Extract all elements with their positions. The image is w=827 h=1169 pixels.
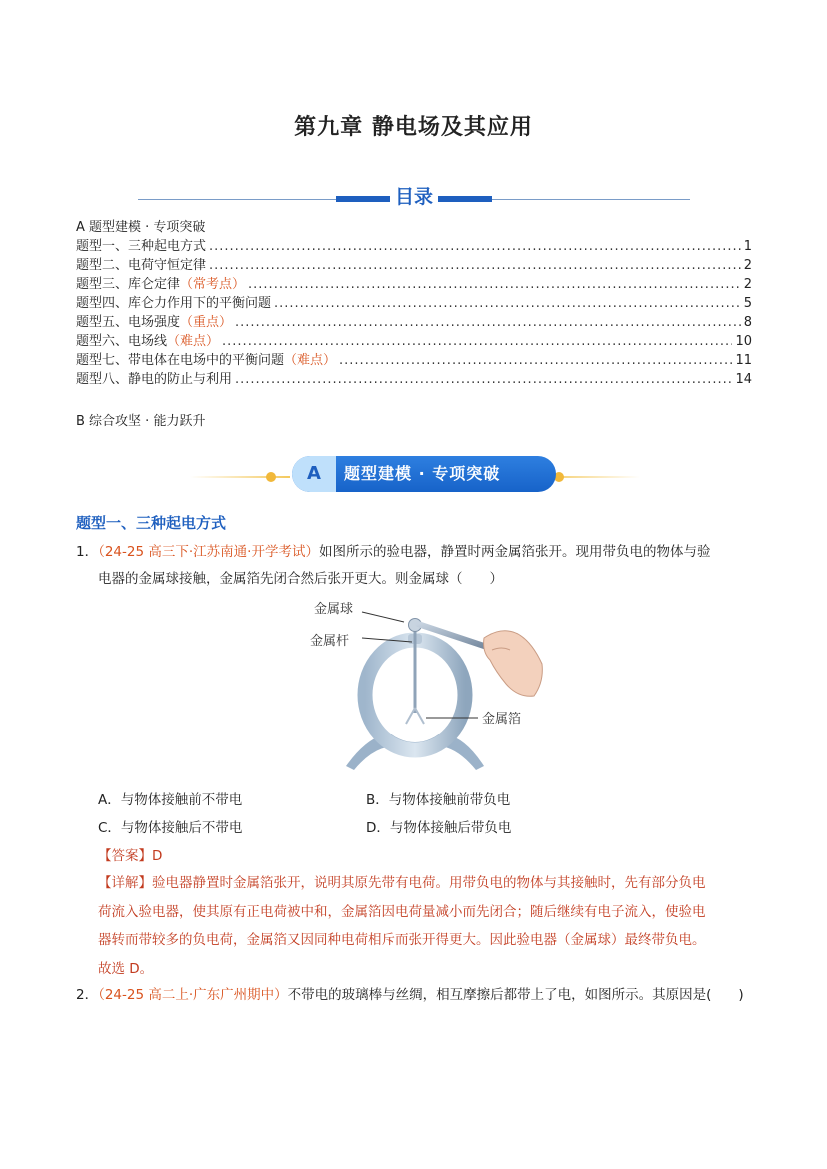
- toc-leader: [339, 351, 732, 370]
- toc-entry-label: 题型一、三种起电方式: [76, 239, 207, 254]
- toc-entry-page: 2: [743, 277, 752, 292]
- toc-entry[interactable]: [76, 332, 752, 351]
- toc-entry-page: 5: [743, 296, 752, 311]
- question-number: 2．: [76, 987, 99, 1003]
- question-2: [76, 982, 752, 1009]
- toc-leader: [222, 332, 732, 351]
- toc-entry-tag: （重点）: [180, 315, 233, 330]
- toc-entry-label: 题型三、库仑定律: [76, 277, 181, 292]
- section-banner: [190, 452, 640, 498]
- toc-entry[interactable]: [76, 256, 752, 275]
- label-metal-ball: 金属球: [314, 602, 354, 617]
- banner-text: 题型建模 · 专项突破: [344, 464, 501, 483]
- option-a[interactable]: A．与物体接触前不带电: [98, 792, 243, 808]
- question-text: 如图所示的验电器，静置时两金属箔张开。现用带负电的物体与验: [318, 544, 711, 560]
- banner-pill: [292, 456, 556, 492]
- toc-bar-left: [336, 196, 390, 202]
- page-title: 第九章 静电场及其应用: [294, 115, 533, 140]
- toc-entry[interactable]: [76, 275, 752, 294]
- explanation-line: 【详解】验电器静置时金属箔张开，说明其原先带有电荷。用带负电的物体与其接触时，先有部分负电: [98, 875, 706, 891]
- toc-leader: [248, 275, 741, 294]
- option-c[interactable]: C．与物体接触后不带电: [98, 820, 243, 836]
- toc-entry-page: 10: [735, 334, 752, 349]
- toc-entry[interactable]: [76, 351, 752, 370]
- electroscope-figure: [306, 598, 548, 782]
- toc-leader: [209, 237, 741, 256]
- explanation-line: 故选 D。: [98, 960, 154, 977]
- toc-entry-label: 题型八、静电的防止与利用: [76, 372, 233, 387]
- option-b[interactable]: B．与物体接触前带负电: [366, 792, 511, 808]
- toc-entry-tag: （难点）: [167, 334, 220, 349]
- toc-entry-label: 题型七、带电体在电场中的平衡问题: [76, 353, 285, 368]
- explanation-line: 荷流入验电器，使其原有正电荷被中和，金属箔因电荷量减小而先闭合；随后继续有电子流入，使验电: [98, 903, 706, 920]
- toc-entry-page: 8: [743, 315, 752, 330]
- toc-entry-page: 2: [743, 258, 752, 273]
- banner-dot-left: [266, 472, 276, 482]
- toc-entry-label: 题型五、电场强度: [76, 315, 181, 330]
- answer-label: 【答案】D: [98, 848, 163, 864]
- question-1: [76, 539, 752, 593]
- question-source: （24-25 高三下·江苏南通·开学考试）: [98, 544, 319, 560]
- explanation-line: 器转而带较多的负电荷，金属箔又因同种电荷相斥而张开得更大。因此验电器（金属球）最终带负电。: [98, 932, 706, 948]
- toc-entry[interactable]: [76, 370, 752, 389]
- toc-entry-page: 11: [735, 353, 752, 368]
- toc-section-b: B 综合攻坚 · 能力跃升: [76, 414, 206, 429]
- toc-entry-label: 题型六、电场线: [76, 334, 168, 349]
- toc-entry-tag: （难点）: [284, 353, 337, 368]
- question-text: 电器的金属球接触，金属箔先闭合然后张开更大。则金属球（ ）: [98, 571, 503, 587]
- toc-heading-text: 目录: [390, 182, 438, 209]
- option-d[interactable]: D．与物体接触后带负电: [366, 820, 512, 836]
- toc-entry-page: 14: [735, 372, 752, 387]
- toc-leader: [235, 313, 741, 332]
- question-number: 1．: [76, 544, 99, 560]
- toc-leader: [274, 294, 741, 313]
- toc-entry[interactable]: [76, 237, 752, 256]
- toc-leader: [209, 256, 741, 275]
- toc-list: [76, 237, 752, 389]
- explanation: [98, 869, 758, 983]
- question-type-heading: 题型一、三种起电方式: [76, 514, 227, 532]
- toc-entry[interactable]: [76, 294, 752, 313]
- question-text: 不带电的玻璃棒与丝绸，相互摩擦后都带上了电，如图所示。其原因是( ): [287, 987, 744, 1003]
- toc-entry-label: 题型四、库仑力作用下的平衡问题: [76, 296, 272, 311]
- toc-section-a: A 题型建模 · 专项突破: [76, 220, 206, 235]
- toc-leader: [235, 370, 732, 389]
- label-metal-rod: 金属杆: [310, 634, 350, 649]
- banner-letter: A: [292, 456, 336, 492]
- toc-entry[interactable]: [76, 313, 752, 332]
- electroscope-illustration: [306, 598, 548, 782]
- question-source: （24-25 高二上·广东广州期中）: [98, 987, 288, 1003]
- toc-entry-page: 1: [743, 239, 752, 254]
- label-metal-foil: 金属箔: [482, 712, 522, 727]
- toc-heading: [138, 182, 690, 208]
- toc-entry-label: 题型二、电荷守恒定律: [76, 258, 207, 273]
- toc-bar-right: [438, 196, 492, 202]
- toc-entry-tag: （常考点）: [180, 277, 246, 292]
